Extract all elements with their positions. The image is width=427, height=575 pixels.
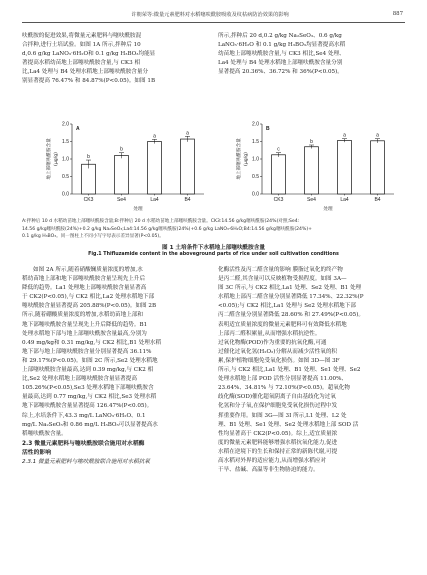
y-tick-label: 1.0 (62, 156, 69, 163)
y-tick-label: 0.0 (252, 191, 259, 198)
x-axis-label: 处理 (133, 207, 143, 212)
header-rule (22, 22, 405, 23)
top-right-text: 所示,拌种后 20 d,0.2 g/kg Na₂SeO₃、0.6 g/kg LaNO₃·6H₂O 和 0.1 g/kg H₃BO₃均显著提高水稻 幼苗地上部噻呋酰胺含量,与 CK3 相比,Se4 处理、 La4 处理与 B4 处理水稻地上部噻呋酰胺含量分别 显著提高 20.36%、36.72% 和 36%(P<0.05)。 (218, 33, 346, 76)
significance-letter: a (186, 130, 189, 137)
y-tick-label: 0.0 (62, 191, 69, 198)
significance-letter: b (310, 139, 313, 145)
bar (181, 139, 195, 194)
chart-a-svg (38, 116, 210, 216)
bottom-right-text: 化酶活性及丙二醛含量的影响 膜脂过氧化的终产物 是丙二醛,其含量可以反映植物受损程度。如图 3A— 图 3C 所示,与 CK2 相比,La1 处理、Se2 处理、B1 处理 水稻地上部丙二醛含量分别显著降低 17.34%、22.32%(P <0.05);与 CK2 相比,La1 处理与 Se2 处理水稻地下部 丙二醛含量分别显著降低 28.60% 和 27.49%(P<0.05)。 表明适宜质量浓度的微量元素肥料可有效降低水稻地 上部丙二醛积累量,从而增强水稻抗逆性。 过氧化物酶(POD)作为重要的抗氧化酶,可通 过催化过氧化氢(H₂O₂)分解从而减少活性氧的积 累,保护植物细胞免受氧化损伤。如图 3D—图 3F 所示,与 CK2 相比,La1 处理、B1 处理、Se1 处理、Se2 处理水稻地上部 POD 活性分别显著提高 11.00%、 23.64%、34.81% 与 72.10%(P<0.05)。超氧化物 歧化酶(SOD)催化超氧阴离子自由基歧化为过氧 化氢和分子氧,在保护细胞免受氧化损伤过程中发 挥重要作用。如图 3G—图 3I 所示,L1 处理、L2 处 理、B1 处理、Se1 处理、Se2 处理水稻地上部 SOD 活 性均显著高于 CK2(P<0.05)。综上,适宜质量浓 度的微量元素肥料能够增强水稻抗氧化能力,促进 水稻在逆境下的生长和保持正常的新陈代谢,可提 高水稻对外界的适应能力,从而增强水稻应对 干旱、盐碱、高温等非生物胁迫的能力。 (218, 267, 364, 474)
y-axis-unit: (μg/g) (244, 152, 249, 166)
bar (371, 141, 385, 194)
panel-letter: B (266, 126, 270, 132)
bottom-left-paragraph: 如图 2A 所示,随着硝酸镧质量浓度的增加,水 稻幼苗地上部和地下部噻呋酰胺含量呈现先上升后 降低的趋势。La1 处理地上部噻呋酰胺含量显著高 于 CK2(P<0.05),与 CK2 相比,La2 处理水稻地下部 噻呋酰胺含量显著提高 205.88%(P<0.05)。如图 2B 所示,随着硼酸质量浓度的增加,水稻幼苗地上部和 地下部噻呋酰胺含量呈现先上升后降低的趋势。B1 处理水稻地下部与地上部噻呋酰胺含量最高,分别为 0.49 mg/kg和 0.31 mg/kg,与 CK2 相比,B1 处理水稻 地下部与地上部噻呋酰胺含量分别显著提高 36.11% 和 29.17%(P<0.05)。如图 2C 所示,Se2 处理水稻地 上部噻呋酰胺含量最高,达到 0.39 mg/kg,与 CK2 相 比,Se2 处理水稻地上部噻呋酰胺含量显著提高 105.26%(P<0.05),Se3 处理水稻地下部噻呋酰胺含 量最高,达到 0.77 mg/kg,与 CK2 相比,Se3 处理水稻 地下部噻呋酰胺含量显著提高 126.47%(P<0.05)。 综上,水培条件下,43.3 mg/L LaNO₃·6H₂O、0.1 mg/L Na₂SeO₃和 0.86 mg/L H₃BO₃可以显著提高水 稻噻呋酰胺含量。 (22, 267, 162, 437)
chart-b-svg (228, 116, 400, 216)
bar (115, 156, 129, 195)
x-tick-label: La4 (340, 197, 349, 203)
x-tick-label: B4 (374, 197, 381, 203)
top-left-text: 呋酰胺的促进效果,将微量元素肥料与噻呋酰胺混 合拌种,进行土培试验。如图 1A 所示,拌种后 10 d,0.6 g/kg LaNO₃·6H₂O和 0.1 g/kg H₃BO₃均能显 著提高水稻幼苗地上部噻呋酰胺含量,与 CK3 相 比,La4 处理与 B4 处理水稻地上部噻呋酰胺含量分 别显著提高 76.47% 和 84.87%(P<0.05)。如图 1B (22, 33, 156, 85)
top-right-column (218, 32, 404, 77)
significance-letter: a (376, 132, 379, 139)
chart-panel-b (228, 116, 400, 216)
y-tick-label: 1.5 (252, 139, 259, 146)
page-number: 887 (392, 11, 403, 17)
bar (272, 155, 286, 194)
y-tick-label: 1.5 (62, 139, 69, 146)
bottom-right-column (218, 266, 404, 475)
top-left-column (22, 32, 208, 87)
x-axis-label: 处理 (323, 207, 333, 212)
bar (338, 140, 352, 194)
y-tick-label: 1.0 (252, 156, 259, 163)
subsection-heading-2-3-1: 2.3.1 微量元素肥料与噻呋酰胺联合施用对水稻抗氧 (22, 458, 150, 465)
y-axis-label: 地上部噻呋酰胺含量 (237, 138, 242, 180)
x-tick-label: CK3 (273, 197, 284, 203)
chart-panel-a (38, 116, 210, 216)
running-header (0, 10, 427, 24)
x-tick-label: Se4 (307, 197, 316, 203)
bar (305, 147, 319, 194)
bar (148, 142, 162, 195)
significance-letter: c (277, 146, 280, 153)
y-tick-label: 2.0 (62, 121, 69, 128)
y-axis-label: 地上部噻呋酰胺含量 (47, 138, 52, 180)
x-tick-label: Se4 (117, 197, 126, 203)
section-heading-2-3: 2.3 微量元素肥料与噻呋酰胺联合施用对水稻酶 活性的影响 (22, 440, 145, 456)
x-tick-label: La4 (150, 197, 159, 203)
bottom-left-column (22, 266, 208, 467)
significance-letter: a (153, 133, 156, 140)
significance-letter: b (120, 146, 123, 153)
panel-letter: A (76, 126, 80, 132)
y-tick-label: 0.5 (252, 174, 259, 181)
figure-caption: A:拌种后 10 d 水稻幼苗地上部噻呋酰胺含量;B:拌种后 20 d 水稻幼苗地上部噻呋酰胺含量。CK3:14.56 g/kg噻呋酰胺(24%)对照;Se4: 14.56 g/kg噻呋酰胺(24%)+0.2 g/kg Na₂SeO₃;La4:14.56 g/kg噻呋酰胺(24%)+0.6 g/kg LaNO₃·6H₂O;B4:14.56 g/kg噻呋酰胺(24%)+ 0.1 g/kg H₃BO₃。同一图柱上不同小写字母表示差异显著(P<0.05)。 (22, 219, 312, 240)
bar (82, 164, 96, 194)
significance-letter: a (343, 132, 346, 139)
y-axis-unit: (μg/g) (54, 152, 59, 166)
running-title: 许朝荣等:微量元素肥料对水稻噻呋酰胺吸收及纹枯病防治效果的影响 (131, 12, 289, 18)
x-tick-label: B4 (184, 197, 191, 203)
y-tick-label: 0.5 (62, 174, 69, 181)
significance-letter: b (87, 154, 90, 161)
figure-title-cn: 图 1 土培条件下水稻地上部噻呋酰胺含量 (162, 245, 265, 251)
figure-title-en: Fig.1 Thifluzamide content in the aboveground parts of rice under soil cultivation conditions (88, 252, 339, 257)
y-tick-label: 2.0 (252, 121, 259, 128)
x-tick-label: CK3 (83, 197, 94, 203)
